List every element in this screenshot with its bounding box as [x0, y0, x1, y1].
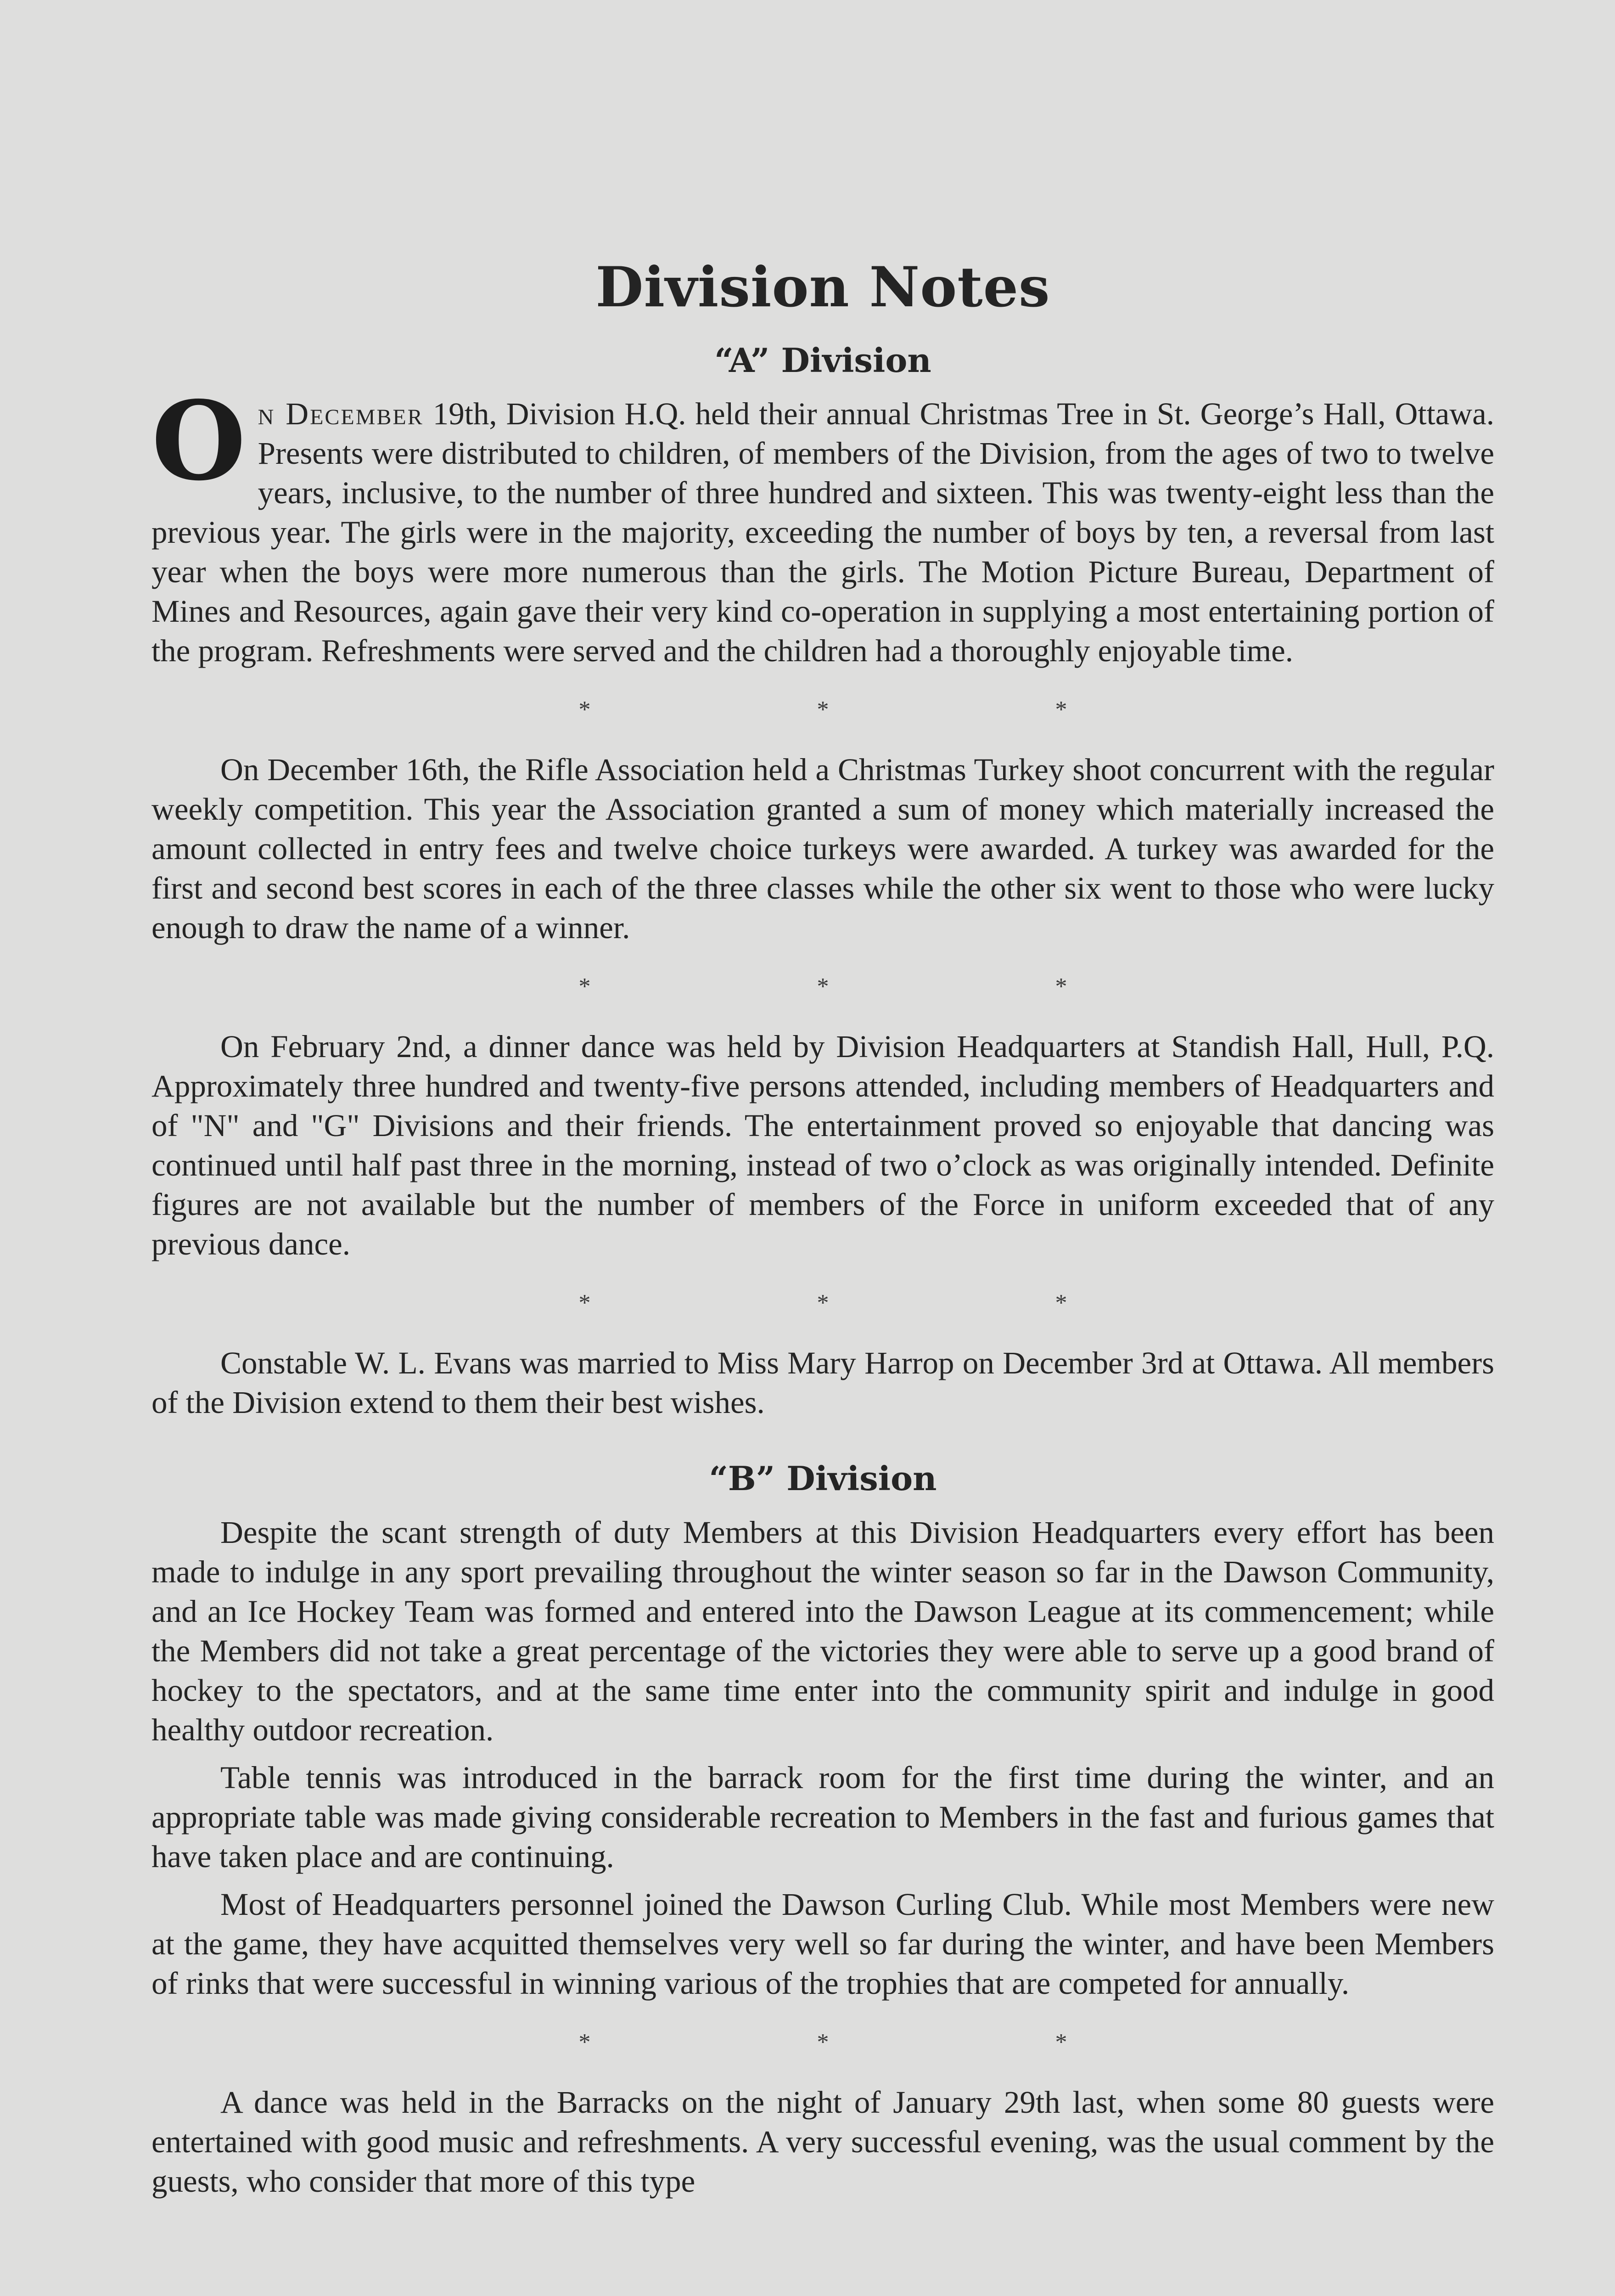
asterisk-separator: * * * [578, 974, 1178, 1000]
b-division-heading: “B” Division [709, 1459, 937, 1498]
small-caps-lead: n December [258, 396, 424, 432]
text-column [151, 257, 1494, 2201]
a-division-paragraph-2: On December 16th, the Rifle Association held a Christmas Turkey shoot concurrent with the regular weekly competition. This year the Association granted a sum of money which materially increased the amount collected in entry fees and twelve choice turkeys were awarded. A turkey was awarded for the first and second best scores in each of the three classes while the other six went to those who were lucky enough to draw the name of a winner. [151, 752, 1494, 945]
b-division-paragraph-2: Table tennis was introduced in the barrack room for the first time during the winter, and an appropriate table was made giving considerable recreation to Members in the fast and furious games that have taken place and are continuing. [151, 1760, 1494, 1874]
a-division-paragraph-1 [151, 377, 1495, 670]
asterisk-separator: * * * [578, 2029, 1178, 2055]
a-division-heading: “A” Division [714, 341, 931, 380]
b-division-paragraph-4: A dance was held in the Barracks on the night of January 29th last, when some 80 guests were entertained with good music and refreshments. A very successful evening, was the usual comment by the guests, who consider that more of this type [151, 2084, 1494, 2199]
section-gap [151, 1422, 1494, 1459]
asterisk-separator: * * * [578, 1290, 1178, 1317]
b-division-paragraph-1: Despite the scant strength of duty Members at this Division Headquarters every effort has been made to indulge in any sport prevailing throughout the winter season so far in the Dawson Community, and an Ice Hockey Team was formed and entered into the Dawson League at its commencement; while the Members did not take a great percentage of the victories they were able to serve up a good brand of hockey to the spectators, and at the same time enter into the community spirit and indulge in good healthy outdoor recreation. [151, 1514, 1494, 1747]
page-title: Division Notes [595, 255, 1050, 320]
asterisk-separator: * * * [578, 697, 1178, 723]
paragraph-text: 19th, Division H.Q. held their annual Christmas Tree in St. George’s Hall, Ottawa. Presents were distributed to children, of members of the Division, from the ages of two to twelve years, inclusive, to the number of three hundred and sixteen. This was twenty-eight less than the previous year. The girls were in the majority, exceeding the number of boys by ten, a reversal from last year when the boys were more numerous than the girls. The Motion Picture Bureau, Department of Mines and Resources, again gave their very kind co-operation in supplying a most entertaining portion of the program. Refreshments were served and the children had a thoroughly enjoyable time. [151, 396, 1495, 669]
b-division-paragraph-3: Most of Headquarters personnel joined the Dawson Curling Club. While most Members were new at the game, they have acquitted themselves very well so far during the winter, and have been Members of rinks that were successful in winning various of the trophies that are competed for annually. [151, 1886, 1494, 2001]
drop-cap: O [151, 377, 246, 505]
a-division-paragraph-3: On February 2nd, a dinner dance was held by Division Headquarters at Standish Hall, Hull, P.Q. Approximately three hundred and twenty-five persons attended, including members of Headquarters and of "N" and "G" Divisions and their friends. The entertainment proved so enjoyable that dancing was continued until half past three in the morning, instead of two o’clock as was originally intended. Definite figures are not available but the number of members of the Force in uniform exceeded that of any previous dance. [151, 1029, 1494, 1262]
a-division-paragraph-4: Constable W. L. Evans was married to Miss Mary Harrop on December 3rd at Ottawa. All members of the Division extend to them their best wishes. [151, 1345, 1494, 1420]
